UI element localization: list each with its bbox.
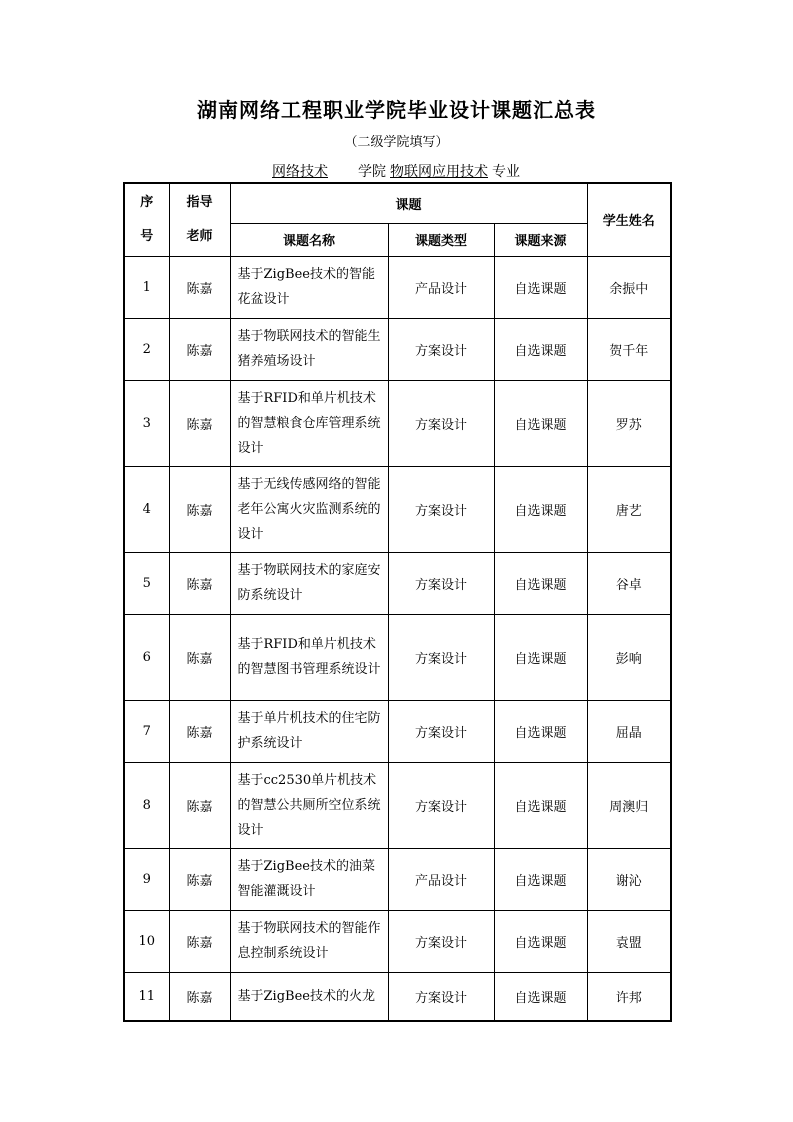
table-row	[124, 614, 671, 700]
row-index: 2	[124, 318, 169, 380]
row-student: 周澳归	[587, 762, 671, 848]
table-row	[124, 552, 671, 614]
row-topic-name: 基于无线传感网络的智能老年公寓火灾监测系统的设计	[230, 466, 388, 552]
row-teacher: 陈嘉	[169, 552, 230, 614]
row-index: 5	[124, 552, 169, 614]
row-topic-source: 自选课题	[494, 910, 587, 972]
row-topic-type: 方案设计	[388, 614, 494, 700]
row-topic-name: 基于cc2530单片机技术的智慧公共厕所空位系统设计	[230, 762, 388, 848]
row-topic-source: 自选课题	[494, 380, 587, 466]
table-row	[124, 318, 671, 380]
major-value: 物联网应用技术	[390, 164, 488, 180]
table-row	[124, 256, 671, 318]
row-topic-type: 方案设计	[388, 552, 494, 614]
row-student: 贺千年	[587, 318, 671, 380]
row-student: 罗苏	[587, 380, 671, 466]
row-topic-type: 方案设计	[388, 910, 494, 972]
row-teacher: 陈嘉	[169, 910, 230, 972]
row-student: 谷卓	[587, 552, 671, 614]
row-topic-source: 自选课题	[494, 318, 587, 380]
header-topic-type: 课题类型	[388, 223, 494, 256]
row-topic-name: 基于RFID和单片机技术的智慧图书管理系统设计	[230, 614, 388, 700]
header-topic: 课题	[230, 183, 587, 223]
header-student: 学生姓名	[587, 183, 671, 256]
row-topic-type: 方案设计	[388, 380, 494, 466]
row-index: 4	[124, 466, 169, 552]
row-topic-source: 自选课题	[494, 614, 587, 700]
department-line	[258, 161, 520, 181]
row-teacher: 陈嘉	[169, 614, 230, 700]
row-topic-source: 自选课题	[494, 762, 587, 848]
table-row	[124, 466, 671, 552]
row-topic-type: 方案设计	[388, 700, 494, 762]
row-index: 8	[124, 762, 169, 848]
row-topic-name: 基于ZigBee技术的油菜智能灌溉设计	[230, 848, 388, 910]
row-student: 谢沁	[587, 848, 671, 910]
row-index: 7	[124, 700, 169, 762]
header-teacher: 指导 老师	[169, 183, 230, 256]
row-teacher: 陈嘉	[169, 318, 230, 380]
row-teacher: 陈嘉	[169, 700, 230, 762]
row-index: 6	[124, 614, 169, 700]
college-suffix: 学院	[358, 164, 386, 180]
row-index: 1	[124, 256, 169, 318]
row-teacher: 陈嘉	[169, 972, 230, 1021]
row-teacher: 陈嘉	[169, 466, 230, 552]
row-topic-source: 自选课题	[494, 552, 587, 614]
row-topic-source: 自选课题	[494, 256, 587, 318]
row-topic-type: 产品设计	[388, 256, 494, 318]
row-student: 唐艺	[587, 466, 671, 552]
row-teacher: 陈嘉	[169, 848, 230, 910]
row-topic-type: 方案设计	[388, 972, 494, 1021]
table-row	[124, 380, 671, 466]
header-topic-source: 课题来源	[494, 223, 587, 256]
row-teacher: 陈嘉	[169, 380, 230, 466]
row-topic-type: 方案设计	[388, 318, 494, 380]
row-student: 余振中	[587, 256, 671, 318]
row-index: 3	[124, 380, 169, 466]
table-row	[124, 972, 671, 1021]
row-topic-name: 基于物联网技术的智能作息控制系统设计	[230, 910, 388, 972]
header-topic-name: 课题名称	[230, 223, 388, 256]
row-topic-source: 自选课题	[494, 972, 587, 1021]
college-value: 网络技术	[272, 164, 328, 180]
row-student: 许邦	[587, 972, 671, 1021]
row-teacher: 陈嘉	[169, 256, 230, 318]
row-topic-type: 方案设计	[388, 762, 494, 848]
row-student: 袁盟	[587, 910, 671, 972]
row-topic-source: 自选课题	[494, 848, 587, 910]
row-student: 屈晶	[587, 700, 671, 762]
row-topic-source: 自选课题	[494, 466, 587, 552]
row-index: 11	[124, 972, 169, 1021]
row-topic-name: 基于RFID和单片机技术的智慧粮食仓库管理系统设计	[230, 380, 388, 466]
page-title: 湖南网络工程职业学院毕业设计课题汇总表	[197, 98, 596, 122]
table-row	[124, 762, 671, 848]
table-row	[124, 700, 671, 762]
row-topic-name: 基于ZigBee技术的火龙	[230, 972, 388, 1021]
table-row	[124, 910, 671, 972]
header-index: 序 号	[124, 183, 169, 256]
row-student: 彭响	[587, 614, 671, 700]
row-index: 9	[124, 848, 169, 910]
table-row	[124, 848, 671, 910]
row-topic-type: 产品设计	[388, 848, 494, 910]
row-topic-source: 自选课题	[494, 700, 587, 762]
major-suffix: 专业	[492, 164, 520, 180]
topics-table	[123, 182, 672, 1022]
row-teacher: 陈嘉	[169, 762, 230, 848]
row-topic-name: 基于物联网技术的智能生猪养殖场设计	[230, 318, 388, 380]
row-topic-type: 方案设计	[388, 466, 494, 552]
row-topic-name: 基于ZigBee技术的智能花盆设计	[230, 256, 388, 318]
page-subtitle: （二级学院填写）	[344, 135, 449, 150]
table-body	[124, 256, 671, 1021]
row-topic-name: 基于物联网技术的家庭安防系统设计	[230, 552, 388, 614]
row-index: 10	[124, 910, 169, 972]
row-topic-name: 基于单片机技术的住宅防护系统设计	[230, 700, 388, 762]
